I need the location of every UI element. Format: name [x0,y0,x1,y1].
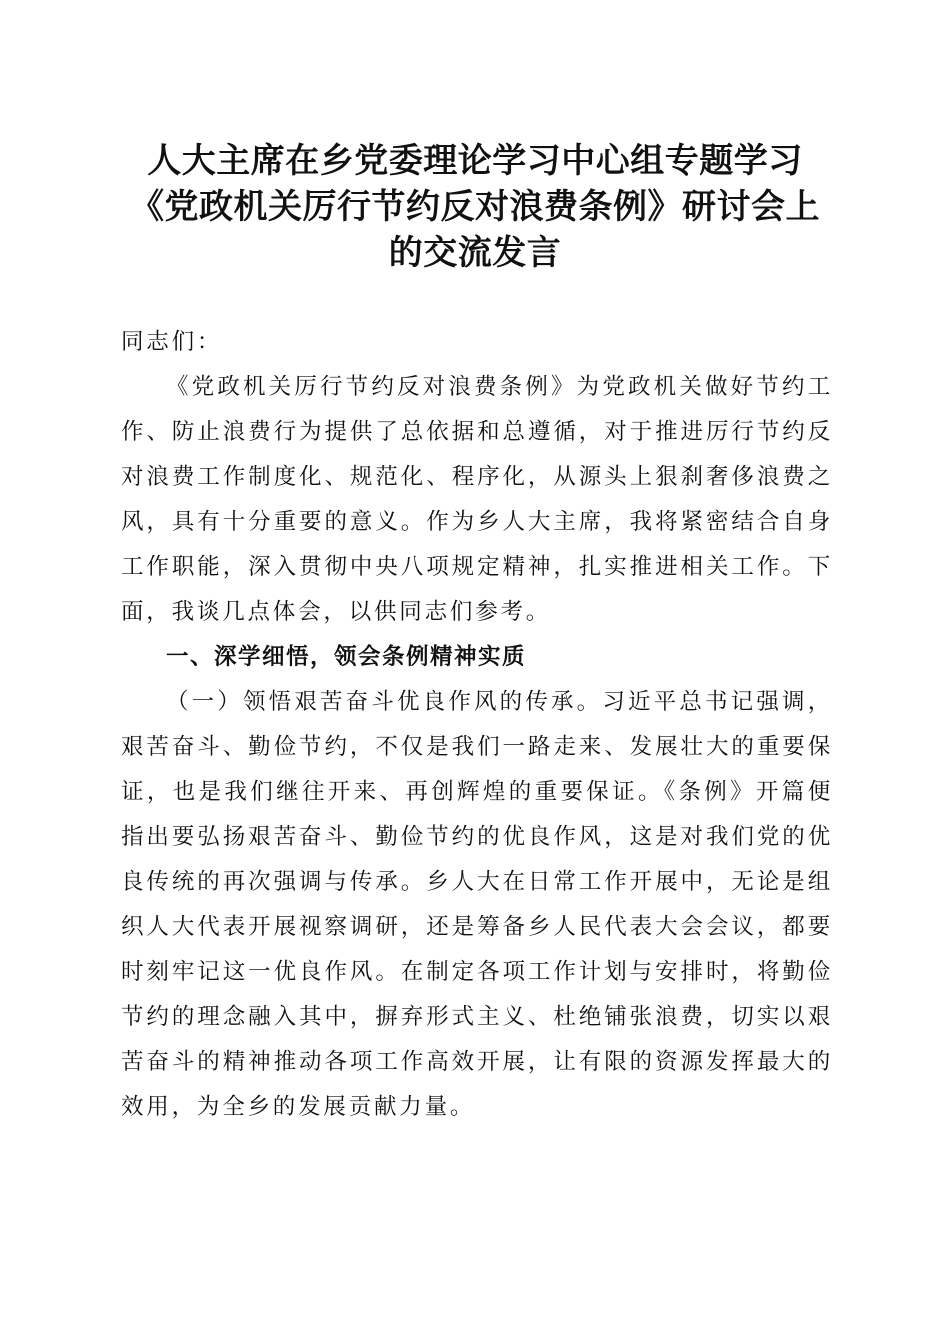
title-line-1: 人大主席在乡党委理论学习中心组专题学习 [147,141,803,181]
title-line-3: 的交流发言 [388,233,562,273]
section-paragraph: （一）领悟艰苦奋斗优良作风的传承。习近平总书记强调，艰苦奋斗、勤俭节约，不仅是我们一路走来、发展壮大的重要保证，也是我们继往开来、再创辉煌的重要保证。《条例》开篇便指出要弘扬艰苦奋斗、勤俭节约的优良作风，这是对我们党的优良传统的再次强调与传承。乡人大在日常工作开展中，无论是组织人大代表开展视察调研，还是筹备乡人民代表大会会议，都要时刻牢记这一优良作风。在制定各项工作计划与安排时，将勤俭节约的理念融入其中，摒弃形式主义、杜绝铺张浪费，切实以艰苦奋斗的精神推动各项工作高效开展，让有限的资源发挥最大的效用，为全乡的发展贡献力量。 [121,689,833,1120]
title-line-2: 《党政机关厉行节约反对浪费条例》研讨会上 [130,187,820,227]
section-heading: 一、深学细悟，领会条例精神实质 [166,644,527,670]
document-body [121,320,833,1130]
document-title [90,138,860,276]
salutation: 同志们： [121,329,223,355]
intro-paragraph: 《党政机关厉行节约反对浪费条例》为党政机关做好节约工作、防止浪费行为提供了总依据和总遵循，对于推进厉行节约反对浪费工作制度化、规范化、程序化，从源头上狠刹奢侈浪费之风，具有十分重要的意义。作为乡人大主席，我将紧密结合自身工作职能，深入贯彻中央八项规定精神，扎实推进相关工作。下面，我谈几点体会，以供同志们参考。 [121,374,833,625]
